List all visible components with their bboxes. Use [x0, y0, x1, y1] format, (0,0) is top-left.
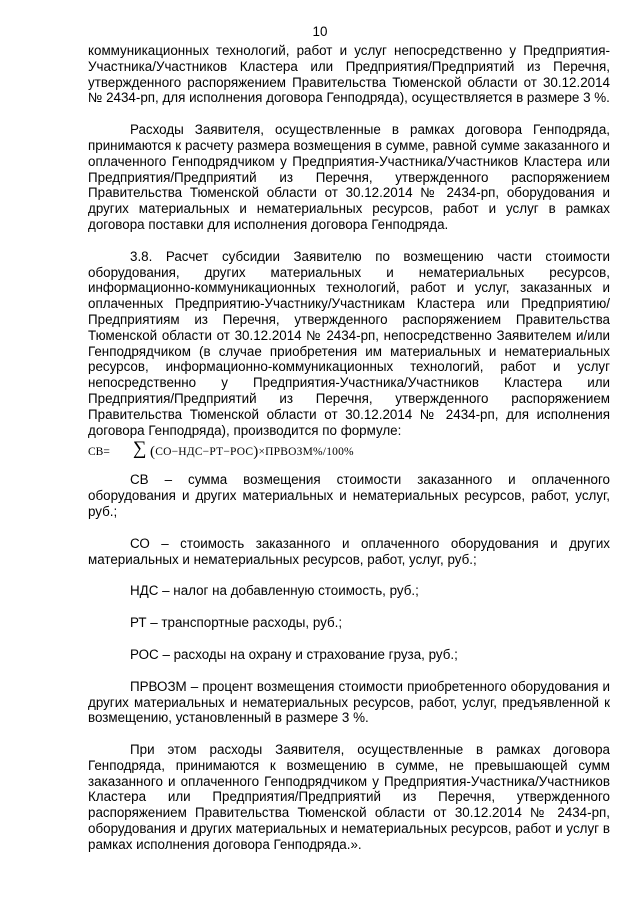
paragraph-general-contract-expenses: Расходы Заявителя, осуществленные в рамках договора Генподряда, принимаются к расчету размера возмещения в сумме, равной сумме заказанного и оплаченного Генподрядчиком у Предприятия-Участника/Участников Кластера или Предприятия/Предприятий из Перечня, утвержденного распоряжением Правительства Тюменской области от 30.12.2014 № 2434-рп, оборудования и других материальных и нематериальных ресурсов, работ и услуг в рамках договора поставки для исполнения договора Генподряда. — [88, 122, 610, 232]
paragraph-continuation: коммуникационных технологий, работ и услуг непосредственно у Предприятия-Участника/Участников Кластера или Предприятия/Предприятий из Перечня, утвержденного распоряжением Правительства Тюменской области от 30.12.2014 № 2434-рп, для исполнения договора Генподряда), осуществляется в размере 3 %. — [88, 43, 610, 106]
definition-ros: РОС – расходы на охрану и страхование груза, руб.; — [130, 646, 458, 662]
formula-lhs: СВ= — [88, 446, 110, 459]
definition-rt: РТ – транспортные расходы, руб.; — [130, 615, 343, 631]
formula-terms: СО−НДС−РТ−РОС — [155, 446, 254, 459]
formula-close-paren: ) — [253, 444, 259, 461]
formula-open-paren: ( — [150, 444, 156, 461]
paragraph-general-contract-limit: При этом расходы Заявителя, осуществленные в рамках договора Генподряда, принимаются к возмещению в сумме, не превышающей сумм заказанного и оплаченного Генподрядчиком у Предприятия-Участника/Участников Кластера или Предприятия/Предприятий из Перечня, утвержденного распоряжением Правительства Тюменской области от 30.12.2014 № 2434-рп, оборудования и других материальных и нематериальных ресурсов, работ и услуг в рамках исполнения договора Генподряда.». — [88, 742, 610, 852]
formula-rhs — [150, 445, 354, 461]
definition-so: СО – стоимость заказанного и оплаченного оборудования и других материальных и нематериальных ресурсов, работ, услуг, руб.; — [88, 535, 610, 567]
subsidy-formula — [88, 440, 610, 460]
definition-nds: НДС – налог на добавленную стоимость, руб.; — [130, 583, 419, 599]
formula-tail: ×ПРВОЗМ%/100% — [258, 446, 354, 459]
paragraph-3-8-subsidy-calculation: 3.8. Расчет субсидии Заявителю по возмещению части стоимости оборудования, других материальных и нематериальных ресурсов, информационно-коммуникационных технологий, работ и услуг, заказанных и оплаченных Предприятию-Участнику/Участникам Кластера или Предприятию/Предприятиям из Перечня, утвержденного распоряжением Правительства Тюменской области от 30.12.2014 № 2434-рп, непосредственно Заявителем и/или Генподрядчиком (в случае приобретения им материальных и нематериальных ресурсов, информационно-коммуникационных технологий, работ и услуг непосредственно у Предприятия-Участника/Участников Кластера или Предприятия/Предприятий из Перечня, утвержденного распоряжением Правительства Тюменской области от 30.12.2014 № 2434-рп, для исполнения договора Генподряда), производится по формуле: — [88, 248, 610, 438]
document-body — [88, 43, 610, 869]
page-number: 10 — [312, 24, 328, 39]
definition-prvozm: ПРВОЗМ – процент возмещения стоимости приобретенного оборудования и других материальных и нематериальных ресурсов, работ, услуг, предъявленной к возмещению, установленный в размере 3 %. — [88, 678, 610, 726]
sum-sign: ∑ — [133, 438, 147, 460]
definition-sv: СВ – сумма возмещения стоимости заказанного и оплаченного оборудования и других материальных и нематериальных ресурсов, работ, услуг, руб.; — [88, 472, 610, 519]
